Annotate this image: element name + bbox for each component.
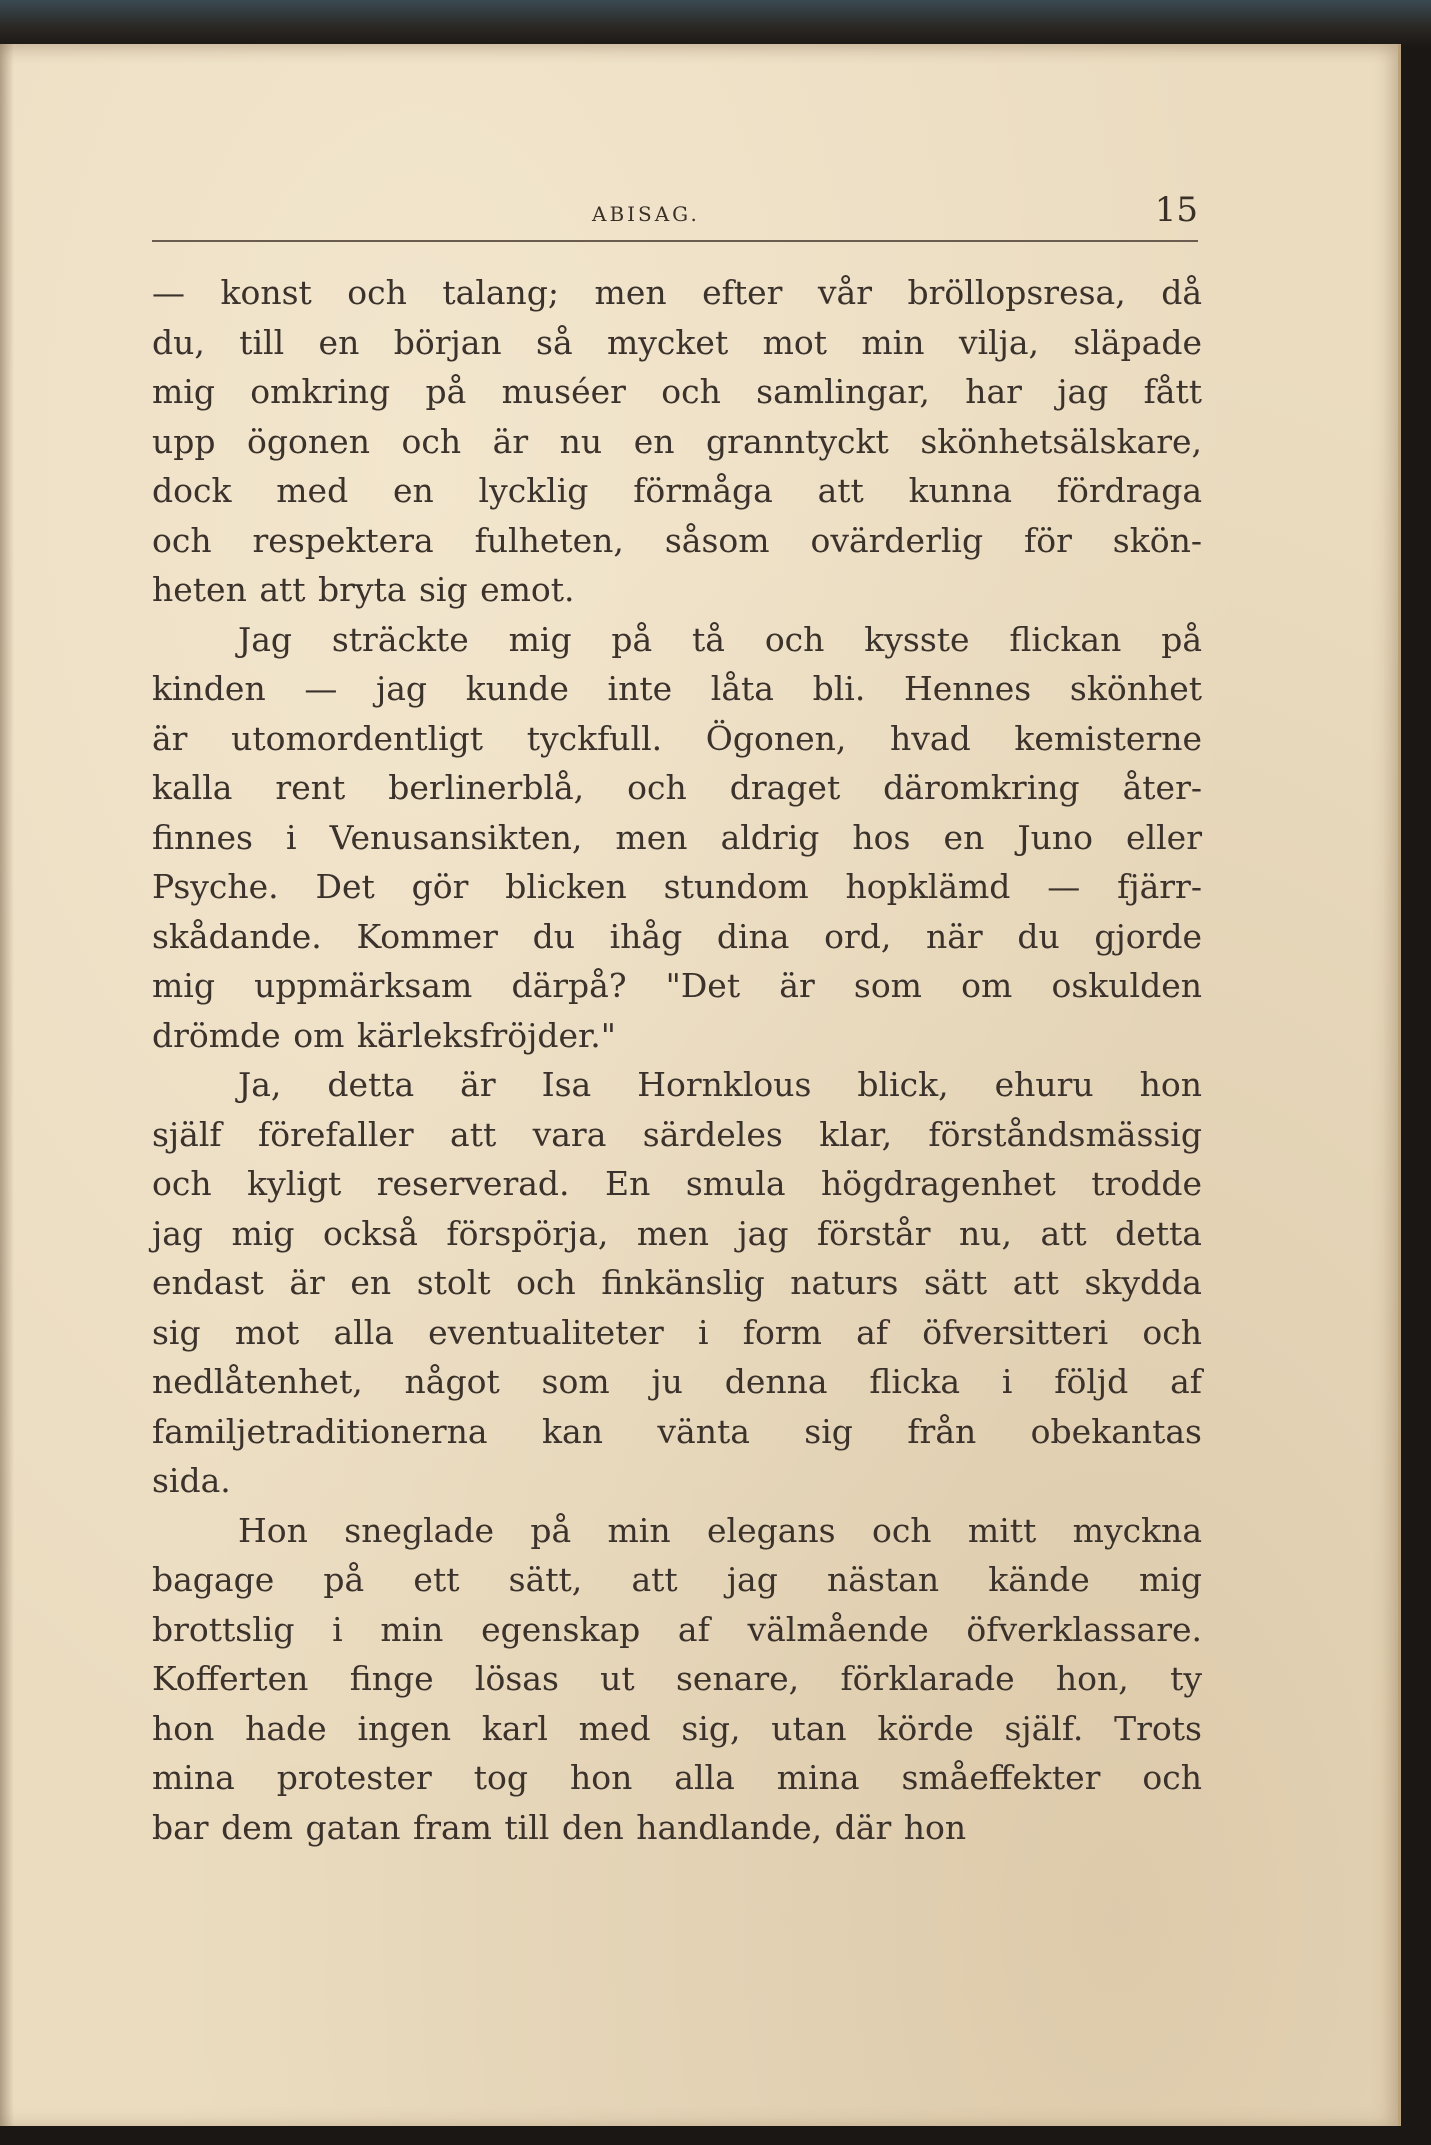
- running-head: ABISAG.: [592, 202, 700, 226]
- paragraph-4: [152, 1506, 1202, 1853]
- text-line: Ja, detta är Isa Hornklous blick, ehuru hon: [238, 1065, 1202, 1104]
- text-line: mina protester tog hon alla mina småeffekter och: [152, 1758, 1202, 1797]
- text-line: skådande. Kommer du ihåg dina ord, när du gjorde: [152, 916, 1202, 956]
- text-line: bar dem gatan fram till den handlande, där hon: [152, 1807, 967, 1847]
- text-line: Kofferten finge lösas ut senare, förklarade hon, ty: [152, 1659, 1202, 1698]
- text-line: mig omkring på muséer och samlingar, har jag fått: [152, 372, 1202, 411]
- text-line: sig mot alla eventualiteter i form af öfversitteri och: [152, 1312, 1202, 1352]
- page-number: 15: [1154, 190, 1198, 230]
- page-fold-shadow: [0, 44, 14, 2126]
- text-line: dock med en lycklig förmåga att kunna fördraga: [152, 471, 1202, 510]
- scan-top-edge: [0, 0, 1431, 48]
- text-line: familjetraditionerna kan vänta sig från obekantas: [152, 1411, 1202, 1451]
- paragraph-1: [152, 268, 1202, 615]
- text-line: jag mig också förspörja, men jag förstår nu, att detta: [152, 1213, 1202, 1253]
- text-line: är utomordentligt tyckfull. Ögonen, hvad kemisterne: [152, 718, 1202, 758]
- text-line: kalla rent berlinerblå, och draget däromkring åter-: [152, 768, 1202, 807]
- paragraph-2: [152, 615, 1202, 1061]
- text-line: drömde om kärleksfröjder.": [152, 1015, 616, 1055]
- text-line: kinden — jag kunde inte låta bli. Hennes skönhet: [152, 669, 1202, 708]
- text-line: finnes i Venusansikten, men aldrig hos en Juno eller: [152, 817, 1202, 857]
- text-line: endast är en stolt och finkänslig naturs sätt att skydda: [152, 1263, 1202, 1302]
- text-line: nedlåtenhet, något som ju denna flicka i följd af: [152, 1362, 1202, 1401]
- header-rule: [152, 240, 1198, 242]
- text-line: Jag sträckte mig på tå och kysste flickan på: [238, 619, 1202, 659]
- text-line: du, till en början så mycket mot min vilja, släpade: [152, 322, 1202, 362]
- text-line: bagage på ett sätt, att jag nästan kände mig: [152, 1560, 1202, 1599]
- text-line: och respektera fulheten, såsom ovärderlig för skön-: [152, 520, 1202, 560]
- text-line: Psyche. Det gör blicken stundom hopklämd — fjärr-: [152, 867, 1202, 906]
- body-text: [152, 268, 1202, 1852]
- paragraph-3: [152, 1060, 1202, 1506]
- text-line: hon hade ingen karl med sig, utan körde själf. Trots: [152, 1708, 1202, 1748]
- text-line: Hon sneglade på min elegans och mitt myckna: [238, 1510, 1202, 1550]
- text-line: upp ögonen och är nu en granntyckt skönhetsälskare,: [152, 421, 1202, 461]
- text-line: sida.: [152, 1461, 231, 1500]
- text-line: och kyligt reserverad. En smula högdragenhet trodde: [152, 1164, 1202, 1203]
- text-line: själf förefaller att vara särdeles klar, förståndsmässig: [152, 1114, 1202, 1154]
- text-line: brottslig i min egenskap af välmående öfverklassare.: [152, 1609, 1202, 1649]
- text-line: — konst och talang; men efter vår bröllopsresa, då: [152, 273, 1202, 312]
- page-header: [152, 190, 1198, 236]
- text-line: heten att bryta sig emot.: [152, 570, 575, 609]
- text-line: mig uppmärksam därpå? "Det är som om oskulden: [152, 966, 1202, 1005]
